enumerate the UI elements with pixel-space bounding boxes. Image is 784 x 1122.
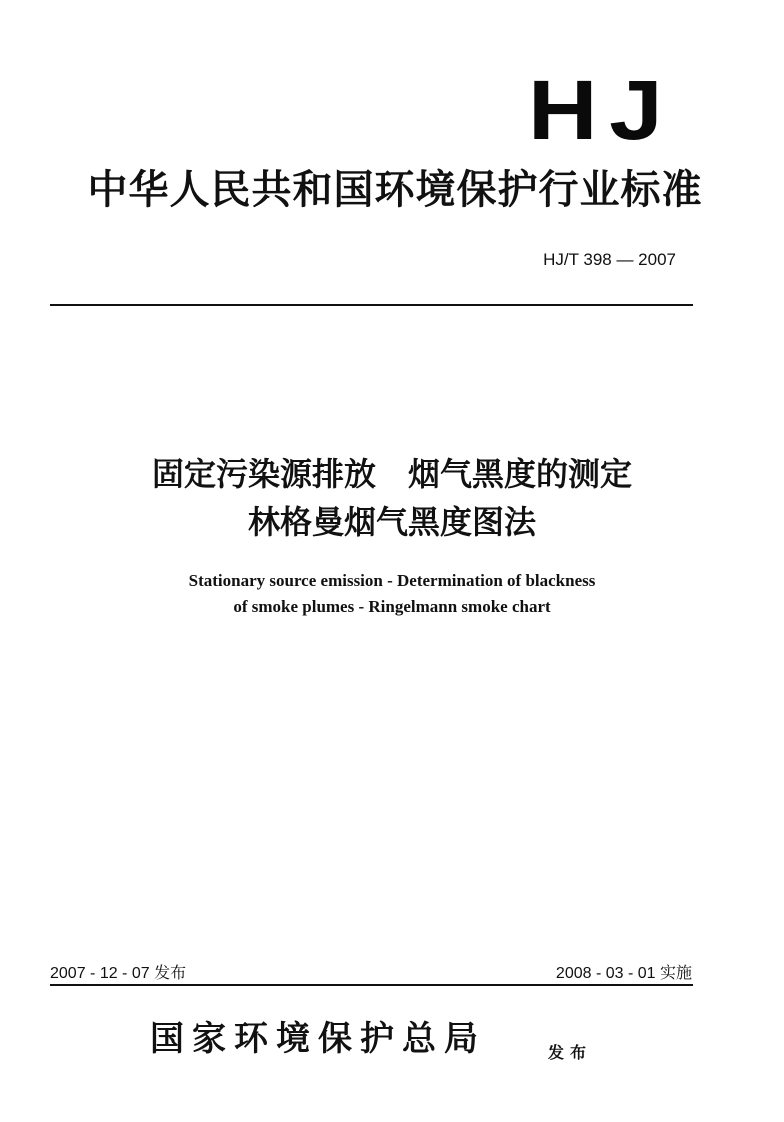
bottom-divider: [50, 984, 693, 986]
standard-code: HJ/T 398 — 2007: [543, 250, 676, 269]
hj-logo: HJ: [527, 63, 674, 157]
cn-title-line1: 固定污染源排放 烟气黑度的测定: [151, 455, 632, 493]
publish-label: 发布: [548, 1043, 593, 1062]
en-title-line2: of smoke plumes - Ringelmann smoke chart: [233, 597, 551, 616]
issue-date: 2007 - 12 - 07 发布: [50, 965, 187, 982]
standard-type-heading: 中华人民共和国环境保护行业标准: [87, 166, 703, 213]
top-divider: [50, 304, 693, 306]
en-title-line1: Stationary source emission - Determination of blackness: [188, 571, 596, 590]
cn-title-line2: 林格曼烟气黑度图法: [247, 503, 536, 541]
issuer-name: 国家环境保护总局: [150, 1019, 486, 1059]
effective-date: 2008 - 03 - 01 实施: [555, 965, 692, 982]
